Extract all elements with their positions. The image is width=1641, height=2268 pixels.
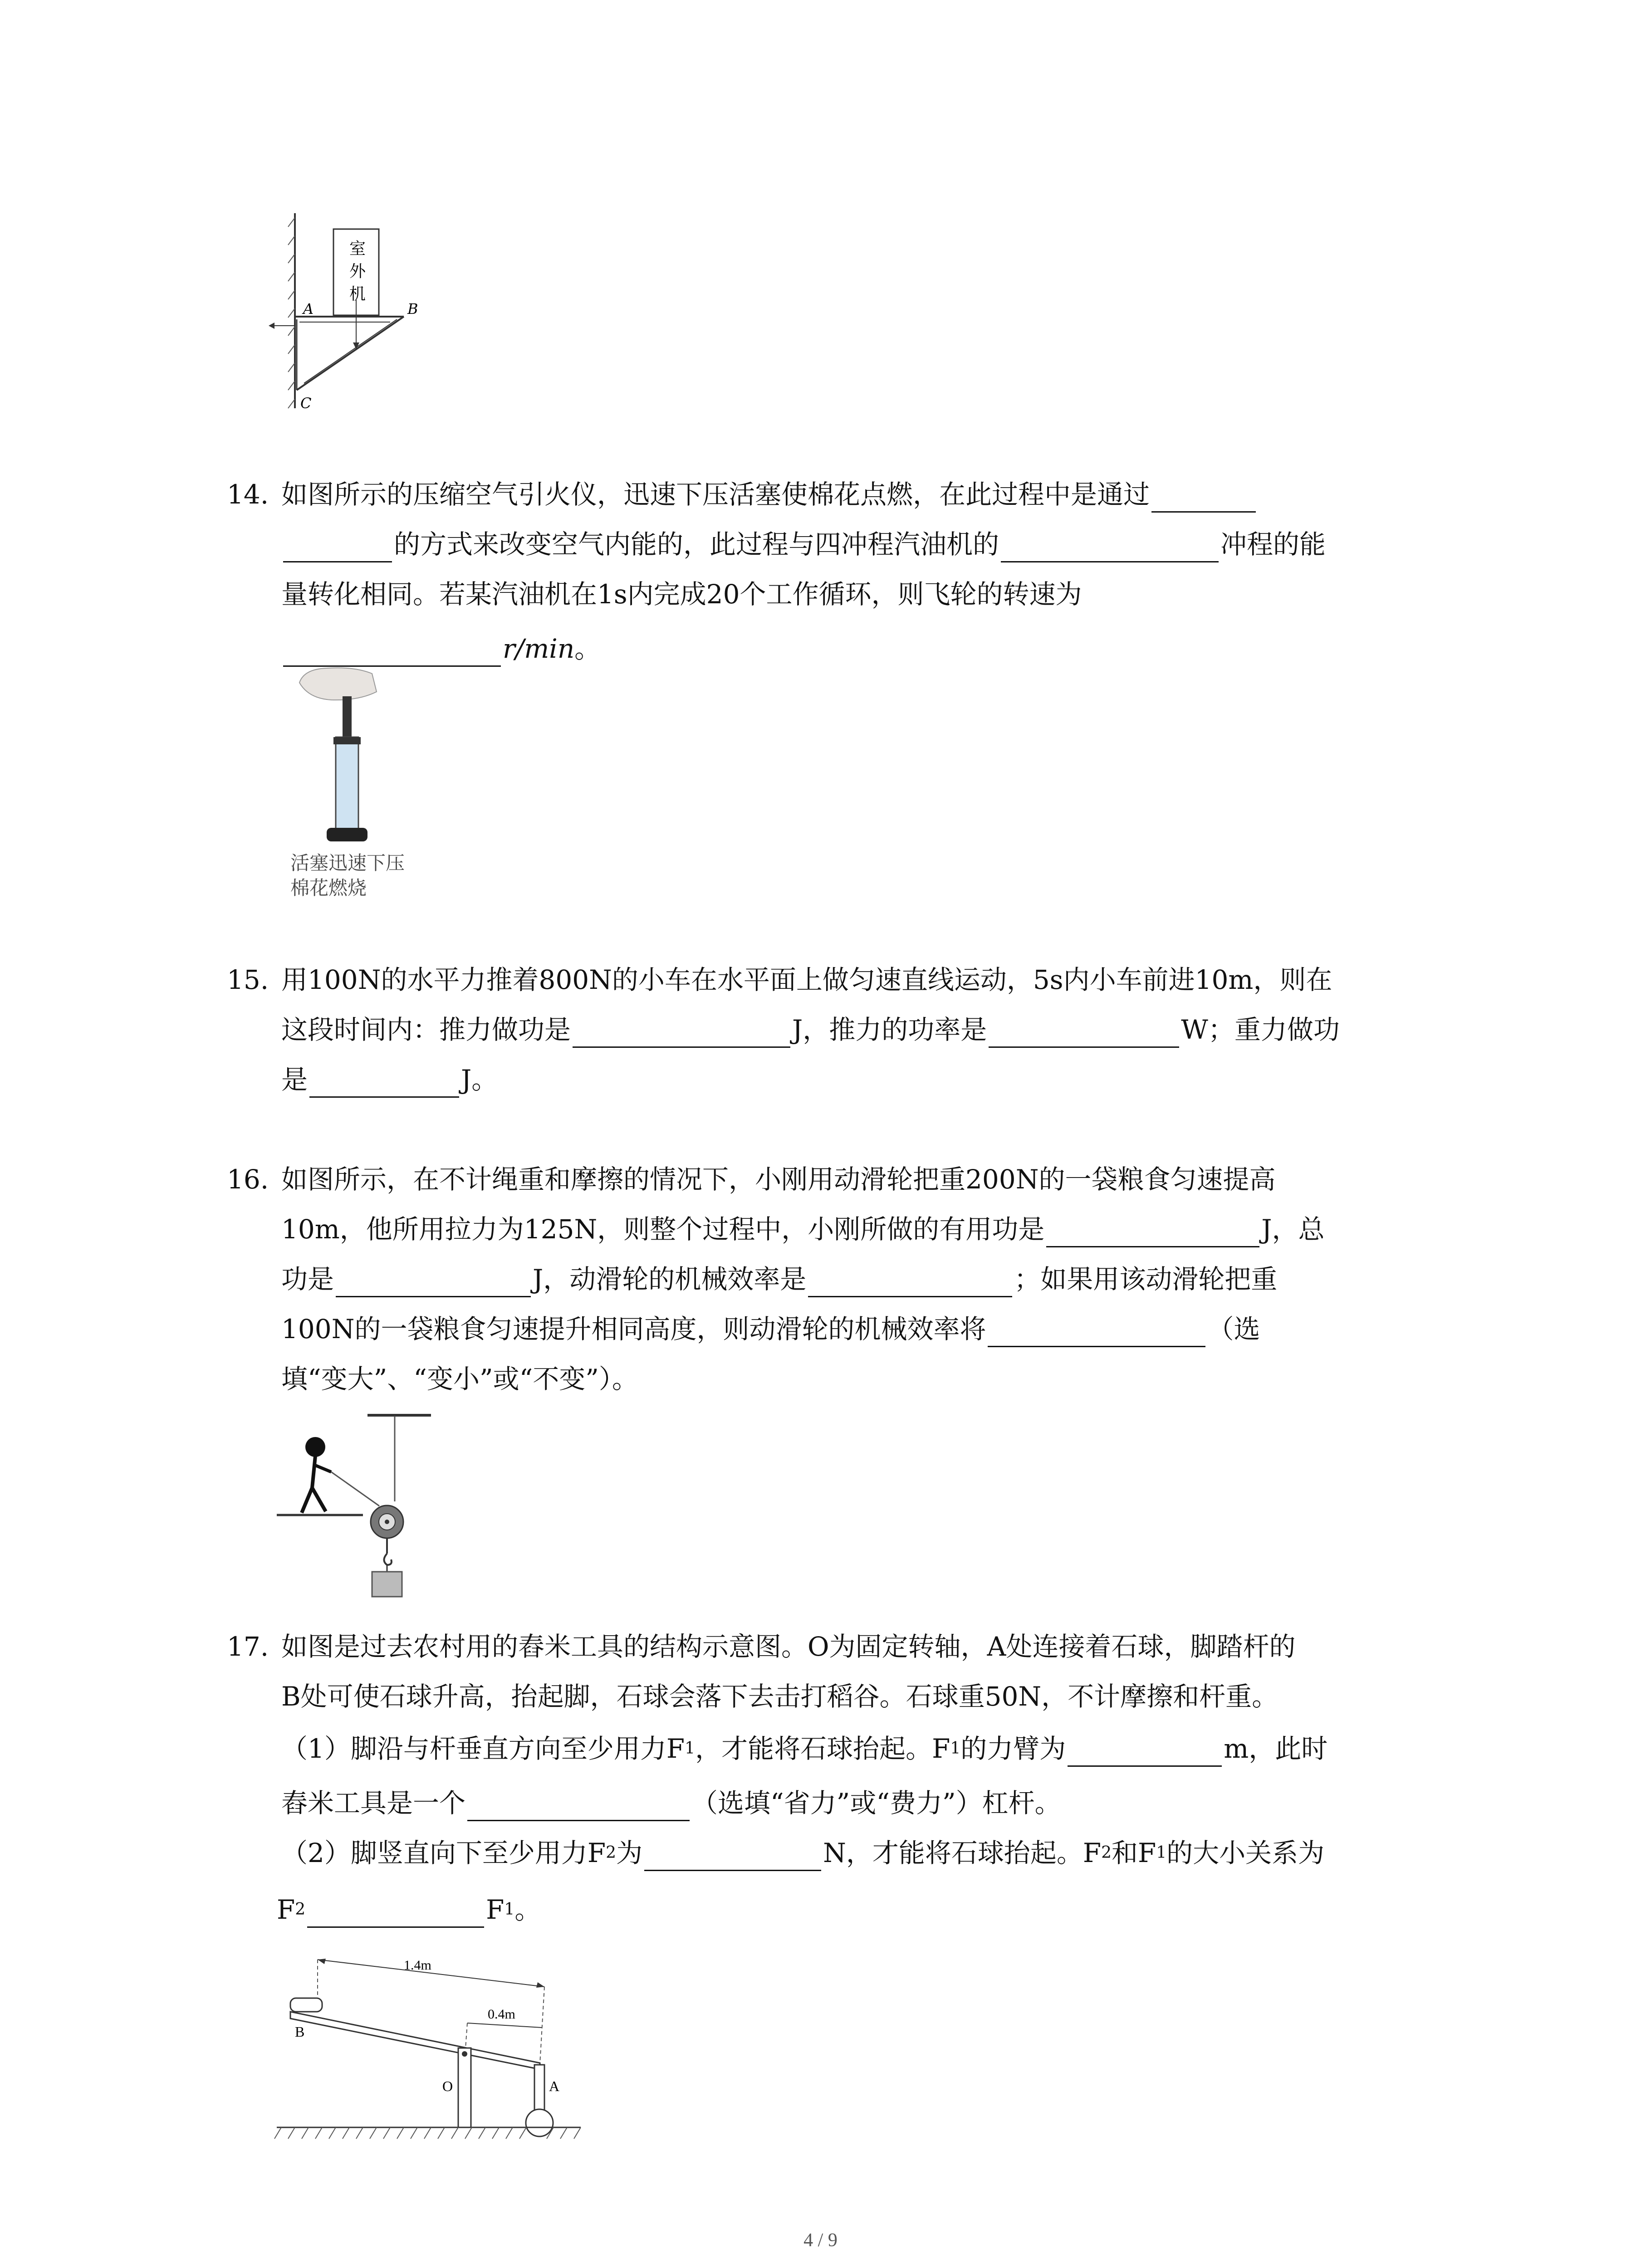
subscript: 1: [950, 1739, 961, 1758]
q14-line1: 如图所示的压缩空气引火仪，迅速下压活塞使棉花点燃，在此过程中是通过: [281, 479, 1150, 510]
q15-line2b: J，推力的功率是: [792, 1014, 987, 1045]
q14-line3: 量转化相同。若某汽油机在1s内完成20个工作循环，则飞轮的转速为: [281, 579, 1082, 610]
q14-line2a: 的方式来改变空气内能的，此过程与四冲程汽油机的: [394, 529, 999, 560]
q17-line5e: 的大小关系为: [1166, 1838, 1325, 1868]
lever-figure: [272, 1946, 590, 2146]
label-o: O: [442, 2078, 453, 2094]
q17-line6b: F: [486, 1894, 505, 1925]
answer-blank[interactable]: [336, 1264, 531, 1297]
label-a: A: [549, 2078, 560, 2094]
q17-line5d: 和F: [1111, 1838, 1156, 1868]
answer-blank[interactable]: [989, 1015, 1179, 1048]
q15-line2a: 这段时间内：推力做功是: [281, 1014, 571, 1045]
label-a: A: [303, 300, 314, 318]
answer-blank[interactable]: [1001, 529, 1219, 562]
q14-line2b: 冲程的能: [1220, 529, 1326, 560]
q17-line4a: 舂米工具是一个: [281, 1788, 466, 1818]
pulley-figure: [272, 1411, 445, 1601]
box-char-1: 室: [349, 240, 366, 258]
page-number: 4 / 9: [803, 2230, 838, 2251]
subscript: 2: [606, 1843, 617, 1862]
answer-blank[interactable]: [644, 1838, 821, 1871]
q16-line3b: J，动滑轮的机械效率是: [533, 1264, 807, 1295]
question-number: 14.: [227, 479, 269, 510]
subscript: 1: [685, 1739, 696, 1758]
q15-line1: 用100N的水平力推着800N的小车在水平面上做匀速直线运动，5s内小车前进10m，则在: [281, 964, 1332, 995]
q17-line5b: 为: [616, 1838, 643, 1868]
q16-line3a: 功是: [281, 1264, 334, 1295]
answer-blank[interactable]: [307, 1895, 484, 1928]
answer-blank[interactable]: [573, 1015, 790, 1048]
answer-blank[interactable]: [1068, 1734, 1222, 1767]
q15-line2c: W；重力做功: [1181, 1014, 1340, 1045]
q16-line5: 填“变大”、“变小”或“不变”）。: [281, 1364, 638, 1394]
q16-line3c: ；如果用该动滑轮把重: [1014, 1264, 1278, 1295]
answer-blank[interactable]: [808, 1264, 1012, 1297]
q16-line1: 如图所示，在不计绳重和摩擦的情况下，小刚用动滑轮把重200N的一袋粮食匀速提高: [281, 1164, 1276, 1195]
answer-blank[interactable]: [1151, 479, 1256, 513]
q14-line4-end: 。: [574, 633, 601, 664]
q17-line2: B处可使石球升高，抬起脚，石球会落下去击打稻谷。石球重50N，不计摩擦和杆重。: [281, 1681, 1279, 1712]
subscript: 1: [1156, 1843, 1167, 1862]
dimension-label-1: 1.4m: [404, 1958, 431, 1973]
q17-line5c: N，才能将石球抬起。F: [823, 1838, 1102, 1868]
q16-line2a: 10m，他所用拉力为125N，则整个过程中，小刚所做的有用功是: [281, 1214, 1045, 1245]
q17-line1: 如图是过去农村用的舂米工具的结构示意图。O为固定转轴，A处连接着石球，脚踏杆的: [281, 1631, 1296, 1662]
unit-label: r/min: [503, 633, 575, 664]
q17-line3d: m，此时: [1224, 1733, 1328, 1764]
answer-blank[interactable]: [467, 1788, 690, 1821]
q17-line3a: （1）脚沿与杆垂直方向至少用力F: [281, 1733, 685, 1764]
fire-piston-figure: [290, 665, 436, 846]
label-c: C: [300, 395, 312, 412]
answer-blank[interactable]: [309, 1065, 459, 1098]
q17-line5a: （2）脚竖直向下至少用力F: [281, 1838, 606, 1868]
box-char-3: 机: [349, 285, 366, 303]
bracket-figure: [268, 209, 458, 417]
answer-blank[interactable]: [988, 1314, 1205, 1347]
figure-caption-2: 棉花燃烧: [290, 877, 367, 899]
figure-caption-1: 活塞迅速下压: [290, 852, 405, 874]
q16-line4a: 100N的一袋粮食匀速提升相同高度，则动滑轮的机械效率将: [281, 1314, 986, 1344]
question-number: 17.: [227, 1631, 269, 1662]
q17-line3c: 的力臂为: [960, 1733, 1066, 1764]
label-b: B: [407, 300, 418, 318]
q17-line4b: （选填“省力”或“费力”）杠杆。: [691, 1788, 1061, 1818]
answer-blank[interactable]: [283, 529, 392, 562]
subscript: 2: [295, 1900, 306, 1919]
q17-line6c: 。: [514, 1894, 541, 1925]
subscript: 1: [504, 1900, 515, 1919]
q17-line3b: ，才能将石球抬起。F: [695, 1733, 950, 1764]
q17-line6a: F: [277, 1894, 295, 1925]
question-number: 15.: [227, 964, 269, 995]
label-b: B: [295, 2024, 305, 2040]
q16-line4b: （选: [1207, 1314, 1260, 1344]
box-char-2: 外: [349, 262, 366, 281]
subscript: 2: [1101, 1843, 1112, 1862]
q15-line3b: J。: [461, 1064, 498, 1095]
q15-line3a: 是: [281, 1064, 308, 1095]
q16-line2b: J，总: [1261, 1214, 1325, 1245]
question-number: 16.: [227, 1164, 269, 1195]
dimension-label-2: 0.4m: [488, 2007, 515, 2022]
answer-blank[interactable]: [1046, 1214, 1259, 1247]
answer-blank[interactable]: [283, 634, 501, 667]
